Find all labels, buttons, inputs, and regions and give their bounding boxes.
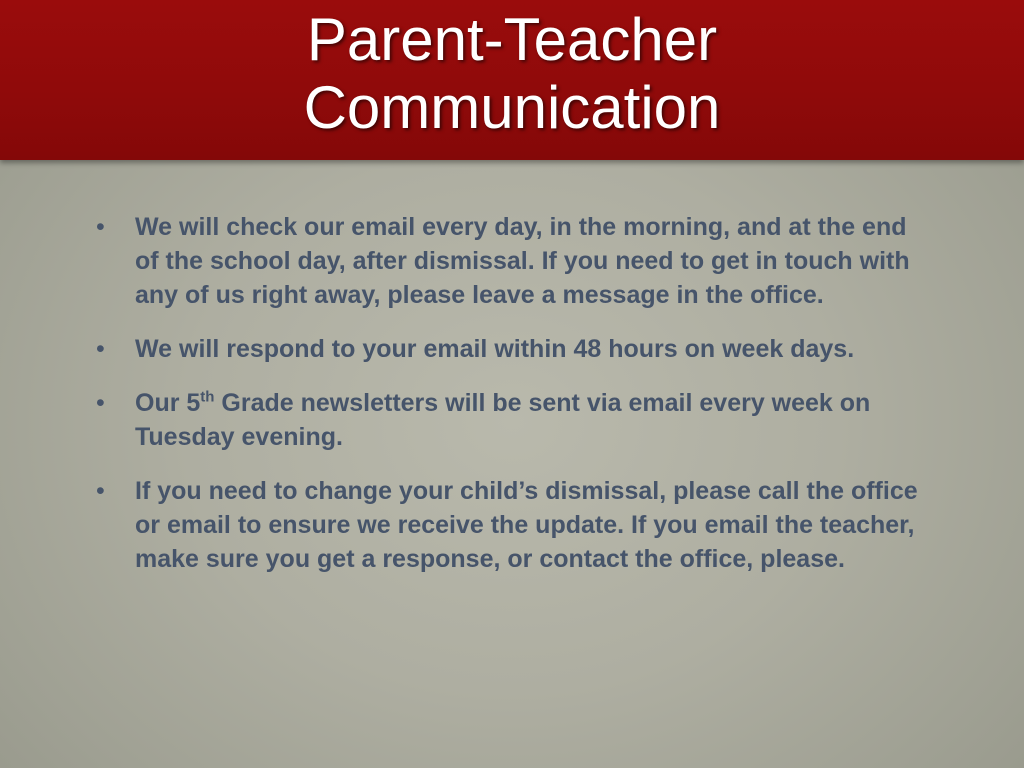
bullet-dot-icon: • <box>96 389 105 417</box>
bullet-text-prefix: Our 5 <box>135 389 201 417</box>
title-line-1: Parent-Teacher <box>306 6 718 73</box>
slide-body <box>96 210 936 596</box>
bullet-dot-icon: • <box>96 335 105 363</box>
slide-title <box>0 6 1024 142</box>
title-bar <box>0 0 1024 160</box>
bullet-item <box>96 332 936 366</box>
bullet-text: If you need to change your child’s dismissal, please call the office or email to ensure we receive the update. If you email the teacher, make sure you get a response, or contact the office, please. <box>135 477 918 573</box>
bullet-text: We will respond to your email within 48 hours on week days. <box>135 335 855 363</box>
bullet-item <box>96 386 936 454</box>
bullet-text: We will check our email every day, in the morning, and at the end of the school day, after dismissal. If you need to get in touch with any of us right away, please leave a message in the office. <box>135 213 910 309</box>
bullet-text-suffix: Grade newsletters will be sent via email every week on Tuesday evening. <box>135 389 871 451</box>
bullet-list <box>96 210 936 576</box>
bullet-text-superscript: th <box>200 388 215 406</box>
bullet-item <box>96 474 936 576</box>
title-line-2: Communication <box>303 74 721 141</box>
bullet-item <box>96 210 936 312</box>
bullet-dot-icon: • <box>96 213 105 241</box>
bullet-dot-icon: • <box>96 477 105 505</box>
